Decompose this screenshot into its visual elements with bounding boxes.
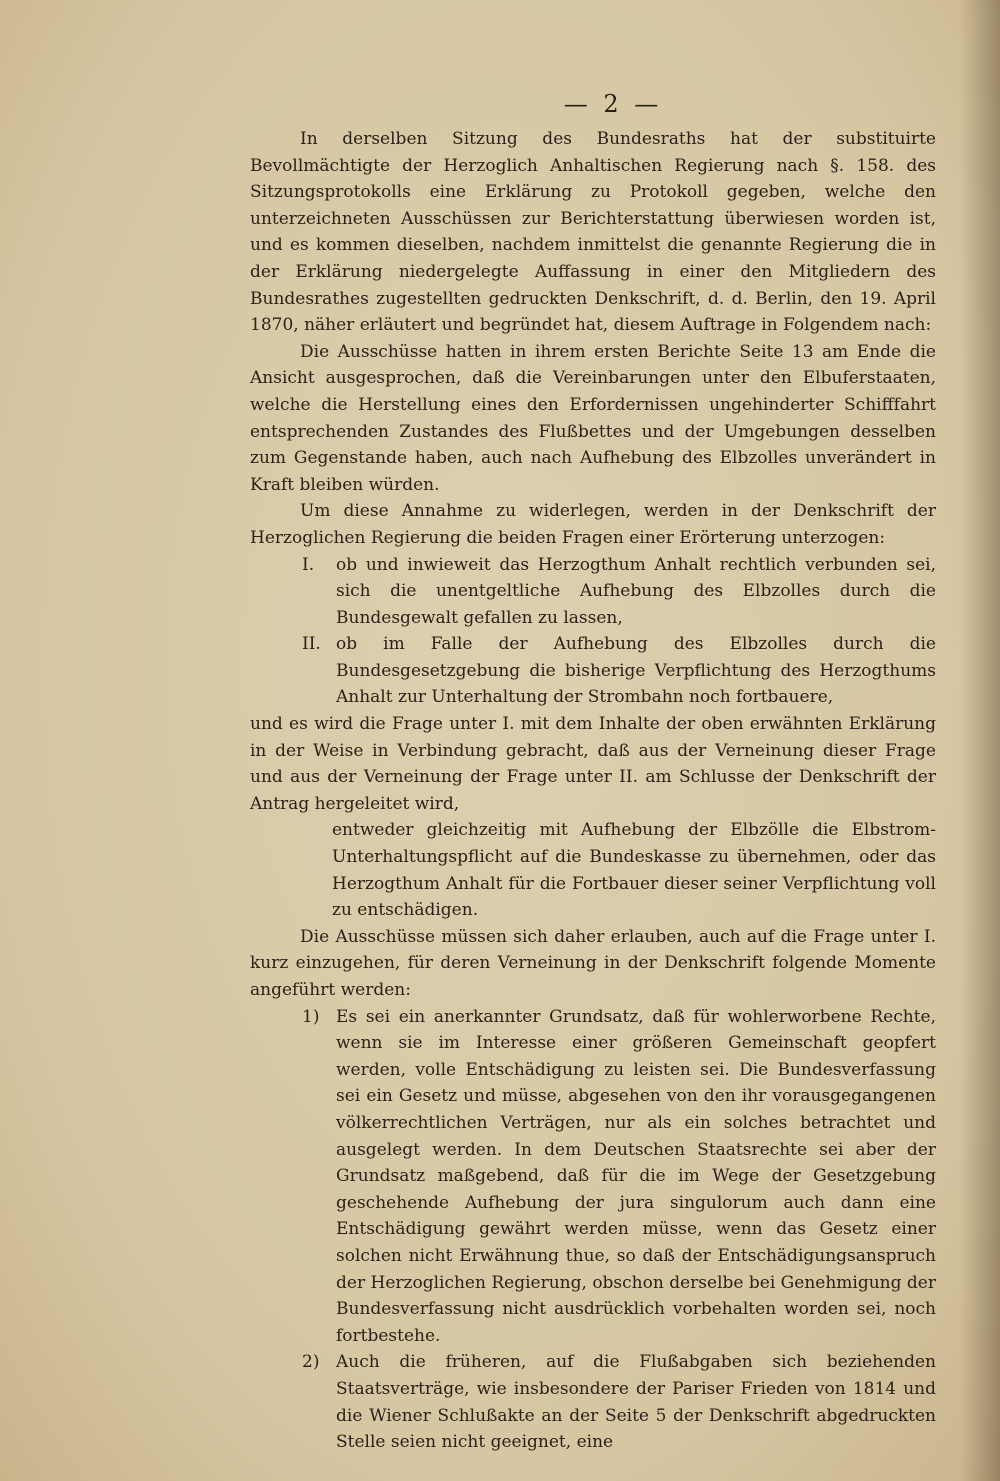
continuation-paragraph: und es wird die Frage unter I. mit dem Inhalte der oben erwähnten Erklärung in der Weise in Verbindung gebracht, daß aus der Verneinung dieser Frage und aus der Verneinung der Frage unter II. am Schlusse der Denkschrift der Antrag hergeleitet wird, [250,714,936,814]
moment-item-2 [250,1349,936,1455]
moment-number: 1) [302,1006,320,1027]
question-text: ob im Falle der Aufhebung des Elbzolles durch die Bundesgesetzgebung die bisherige Verpflichtung des Herzogthums Anhalt zur Unterhaltung der Strombahn noch fortbauere, [336,634,936,708]
paragraph-2: Die Ausschüsse hatten in ihrem ersten Berichte Seite 13 am Ende die Ansicht ausgesprochen, daß die Vereinbarungen unter den Elbuferstaaten, welche die Herstellung eines den Erfordernissen ungehinderter Schifffahrt entsprechenden Zustandes des Flußbettes und der Umgebungen desselben zum Gegenstande haben, auch nach Aufhebung des Elbzolles unverändert in Kraft bleiben würden. [250,341,936,495]
question-text: ob und inwieweit das Herzogthum Anhalt rechtlich verbunden sei, sich die unentgeltliche Aufhebung des Elbzolles durch die Bundesgewalt gefallen zu lassen, [336,554,936,628]
paragraph-1: In derselben Sitzung des Bundesraths hat der substituirte Bevollmächtigte der Herzoglich Anhaltischen Regierung nach §. 158. des Sitzungsprotokolls eine Erklärung zu Protokoll gegeben, welche den unterzeichneten Ausschüssen zur Berichterstattung überwiesen worden ist, und es kommen dieselben, nachdem inmittelst die genannte Regierung die in der Erklärung niedergelegte Auffassung in einer den Mitgliedern des Bundesrathes zugestellten gedruckten Denkschrift, d. d. Berlin, den 19. April 1870, näher erläutert und begründet hat, diesem Auftrage in Folgendem nach: [250,129,936,336]
paragraph-3: Um diese Annahme zu widerlegen, werden in der Denkschrift der Herzoglichen Regierung die beiden Fragen einer Erörterung unterzogen: [250,501,936,548]
question-item-1 [250,552,936,632]
paragraph-4: Die Ausschüsse müssen sich daher erlauben, auch auf die Frage unter I. kurz einzugehen, für deren Verneinung in der Denkschrift folgende Momente angeführt werden: [250,926,936,1000]
moment-item-1 [250,1004,936,1350]
moment-text: Auch die früheren, auf die Flußabgaben sich beziehenden Staatsverträge, wie insbesondere der Pariser Frieden von 1814 und die Wiener Schlußakte an der Seite 5 der Denkschrift abgedruckten Stelle seien nicht geeignet, eine [336,1352,936,1453]
page-number: — 2 — [563,90,663,118]
body-text [250,126,936,1456]
question-number: II. [302,634,321,655]
moment-number: 2) [302,1352,320,1373]
moment-text: Es sei ein anerkannter Grundsatz, daß für wohlerworbene Rechte, wenn sie im Interesse einer größeren Gemeinschaft geopfert werden, volle Entschädigung zu leisten sei. Die Bundesverfassung sei ein Gesetz und müsse, abgesehen von den ihr vorausgegangenen völkerrechtlichen Verträgen, nur als ein solches betrachtet und ausgelegt werden. In dem Deutschen Staatsrechte sei aber der Grundsatz maßgebend, daß für die im Wege der Gesetzgebung geschehende Aufhebung der jura singulorum auch dann eine Entschädigung gewährt werden müsse, wenn das Gesetz einer solchen nicht Erwähnung thue, so daß der Entschädigungsanspruch der Herzoglichen Regierung, obschon derselbe bei Genehmigung der Bundesverfassung nicht ausdrücklich vorbehalten worden sei, noch fortbestehe. [336,1006,936,1346]
quoted-motion: entweder gleichzeitig mit Aufhebung der Elbzölle die Elbstrom-Unterhaltungspflicht auf die Bundeskasse zu übernehmen, oder das Herzogthum Anhalt für die Fortbauer dieser seiner Verpflichtung voll zu entschädigen. [332,820,936,921]
question-number: I. [302,554,315,575]
question-item-2 [250,631,936,711]
